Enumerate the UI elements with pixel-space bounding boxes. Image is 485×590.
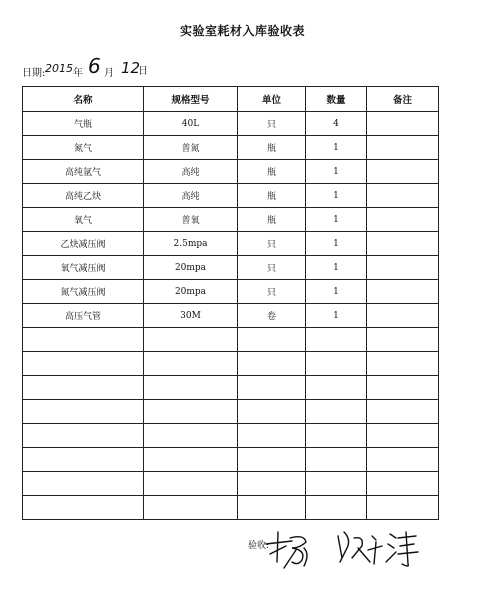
date-month-unit: 月 [104,68,114,79]
cell-remarks [367,328,439,352]
cell-remarks [367,256,439,280]
cell-remarks [367,112,439,136]
table-row [23,280,439,304]
cell-quantity: 4 [306,112,367,136]
cell-spec [144,472,238,496]
table-row [23,160,439,184]
table-row [23,328,439,352]
cell-spec [144,424,238,448]
cell-unit: 瓶 [238,208,306,232]
cell-name: 高压气管 [23,304,144,328]
table-header-row [23,87,439,112]
table-row [23,112,439,136]
cell-name: 高纯乙炔 [23,184,144,208]
cell-name [23,400,144,424]
header-quantity: 数量 [306,87,367,112]
cell-spec [144,448,238,472]
cell-unit [238,496,306,520]
cell-quantity [306,376,367,400]
header-spec: 规格型号 [144,87,238,112]
table-row [23,496,439,520]
receiver-label: 验收: [248,541,270,551]
cell-remarks [367,208,439,232]
cell-spec [144,376,238,400]
cell-spec: 20mpa [144,256,238,280]
cell-remarks [367,472,439,496]
table-row [23,184,439,208]
cell-unit [238,472,306,496]
cell-spec [144,400,238,424]
cell-spec: 40L [144,112,238,136]
cell-name [23,472,144,496]
cell-name [23,496,144,520]
signature-block [240,528,450,572]
cell-spec: 30M [144,304,238,328]
cell-quantity: 1 [306,184,367,208]
table-row [23,136,439,160]
cell-unit [238,352,306,376]
header-name: 名称 [23,87,144,112]
cell-name [23,424,144,448]
cell-name: 氮气减压阀 [23,280,144,304]
table-row [23,256,439,280]
cell-spec: 普氮 [144,136,238,160]
table-row [23,376,439,400]
cell-unit: 卷 [238,304,306,328]
cell-unit [238,376,306,400]
cell-spec: 高纯 [144,160,238,184]
cell-spec: 普氧 [144,208,238,232]
cell-unit: 只 [238,112,306,136]
cell-spec: 20mpa [144,280,238,304]
cell-unit: 只 [238,280,306,304]
cell-remarks [367,448,439,472]
cell-name [23,376,144,400]
date-day: 12 [121,59,141,77]
table-row [23,400,439,424]
cell-name [23,352,144,376]
cell-name: 乙炔减压阀 [23,232,144,256]
cell-remarks [367,496,439,520]
cell-name: 氧气 [23,208,144,232]
cell-remarks [367,136,439,160]
cell-spec [144,328,238,352]
cell-quantity [306,472,367,496]
date-year: 2015 [45,62,73,75]
cell-name: 高纯氩气 [23,160,144,184]
cell-quantity: 1 [306,280,367,304]
cell-unit [238,424,306,448]
cell-remarks [367,400,439,424]
table-row [23,232,439,256]
cell-name: 气瓶 [23,112,144,136]
cell-remarks [367,424,439,448]
cell-quantity: 1 [306,136,367,160]
cell-unit [238,328,306,352]
form-title: 实验室耗材入库验收表 [179,24,305,38]
cell-spec [144,496,238,520]
cell-remarks [367,280,439,304]
cell-unit: 瓶 [238,184,306,208]
cell-name [23,448,144,472]
cell-spec [144,352,238,376]
table-row [23,448,439,472]
cell-name [23,328,144,352]
cell-unit [238,448,306,472]
cell-remarks [367,304,439,328]
table-row [23,424,439,448]
cell-quantity [306,352,367,376]
cell-spec: 2.5mpa [144,232,238,256]
date-label: 日期: [22,68,46,79]
cell-remarks [367,184,439,208]
cell-unit: 瓶 [238,160,306,184]
receiving-table [22,86,439,520]
cell-remarks [367,160,439,184]
cell-quantity: 1 [306,304,367,328]
cell-name: 氮气 [23,136,144,160]
table-row [23,352,439,376]
cell-quantity: 1 [306,256,367,280]
cell-unit: 只 [238,256,306,280]
date-year-unit: 年 [73,68,83,79]
cell-remarks [367,232,439,256]
cell-name: 氧气减压阀 [23,256,144,280]
header-remarks: 备注 [367,87,439,112]
cell-quantity [306,496,367,520]
cell-spec: 高纯 [144,184,238,208]
cell-quantity [306,424,367,448]
table-row [23,304,439,328]
cell-quantity: 1 [306,208,367,232]
table-row [23,472,439,496]
header-unit: 单位 [238,87,306,112]
table-row [23,208,439,232]
cell-quantity [306,448,367,472]
cell-unit: 瓶 [238,136,306,160]
cell-remarks [367,376,439,400]
handwritten-signature [240,528,450,572]
cell-quantity: 1 [306,160,367,184]
cell-remarks [367,352,439,376]
date-month: 6 [88,54,101,78]
cell-quantity [306,328,367,352]
date-day-unit: 日 [138,66,148,77]
cell-quantity: 1 [306,232,367,256]
cell-quantity [306,400,367,424]
cell-unit [238,400,306,424]
cell-unit: 只 [238,232,306,256]
